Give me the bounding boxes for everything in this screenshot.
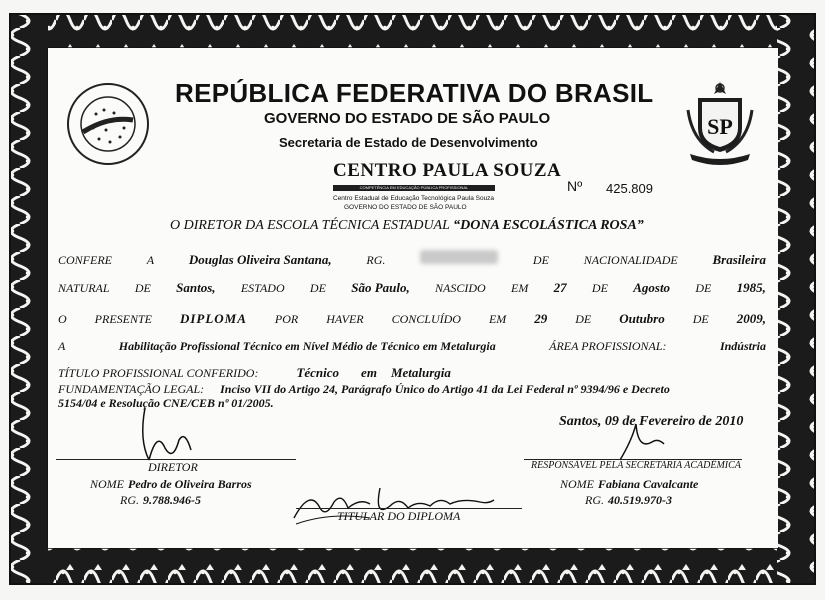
legal-basis-line2: 5154/04 e Resolução CNE/CEB nº 01/2005. — [58, 396, 274, 410]
director-rg-row — [120, 491, 201, 509]
label-o: O — [58, 312, 67, 326]
nationality: Brasileira — [712, 252, 766, 267]
label-em: EM — [511, 281, 529, 295]
redacted-rg — [420, 250, 498, 264]
label-de: DE — [695, 281, 712, 295]
label-fundamentacao: FUNDAMENTAÇÃO LEGAL: — [58, 382, 205, 396]
row-presente — [58, 311, 766, 327]
label-de: DE — [532, 253, 549, 267]
completion-day: 29 — [534, 311, 548, 326]
legal-basis-line1: Inciso VII do Artigo 24, Parágrafo Único do Artigo 41 da Lei Federal nº 9394/96 e Decreto — [220, 382, 670, 396]
label-em: EM — [488, 312, 507, 326]
label-confere: CONFERE — [58, 253, 112, 267]
holder-role: TITULAR DO DIPLOMA — [337, 509, 461, 523]
label-a: A — [58, 339, 66, 353]
director-rg: 9.788.946-5 — [143, 493, 201, 507]
place-and-date: Santos, 09 de Fevereiro de 2010 — [559, 414, 744, 429]
secretary-rg-row — [585, 491, 672, 509]
secretary-rg-label: RG. — [585, 493, 604, 507]
label-de: DE — [692, 312, 709, 326]
label-natural: NATURAL — [58, 281, 110, 295]
row-natural — [58, 280, 766, 296]
title-word-3: Metalurgia — [390, 365, 451, 380]
label-a: A — [146, 253, 155, 267]
secretariat-heading: Secretaria de Estado de Desenvolvimento — [279, 135, 538, 150]
label-rg: RG. — [366, 253, 386, 267]
label-de: DE — [134, 281, 151, 295]
director-rg-label: RG. — [120, 493, 139, 507]
director-name-label: NOME — [90, 477, 124, 491]
birth-day: 27 — [553, 280, 567, 295]
director-statement — [170, 218, 644, 234]
label-titulo: TÍTULO PROFISSIONAL CONFERIDO: — [58, 366, 259, 380]
label-de: DE — [591, 281, 608, 295]
brazil-seal-icon — [66, 82, 150, 166]
sao-paulo-coat-of-arms-icon — [684, 80, 756, 166]
institution-line2: GOVERNO DO ESTADO DE SÃO PAULO — [344, 204, 467, 211]
institution-logo: CENTRO PAULA SOUZA — [333, 160, 562, 181]
secretary-name: Fabiana Cavalcante — [598, 477, 699, 491]
completion-year: 2009, — [736, 311, 766, 326]
diploma-number: 425.809 — [606, 181, 653, 196]
course-name: Habilitação Profissional Técnico em Nível Médio de Técnico em Metalurgia — [118, 339, 496, 353]
director-name: Pedro de Oliveira Barros — [128, 477, 252, 491]
birth-year: 1985, — [736, 280, 766, 295]
secretary-name-label: NOME — [560, 477, 594, 491]
label-de: DE — [309, 281, 326, 295]
government-heading: GOVERNO DO ESTADO DE SÃO PAULO — [264, 110, 551, 127]
label-de: DE — [575, 312, 592, 326]
school-name: “DONA ESCOLÁSTICA ROSA” — [453, 218, 644, 233]
label-por: POR — [274, 312, 299, 326]
label-concluido: CONCLUÍDO — [391, 312, 461, 326]
document-type: DIPLOMA — [179, 311, 247, 326]
label-nationality: NACIONALIDADE — [583, 253, 678, 267]
label-nascido: NASCIDO — [435, 281, 486, 295]
label-area: ÁREA PROFISSIONAL: — [549, 339, 667, 353]
row-confere — [58, 250, 766, 268]
svg-text:SP: SP — [707, 114, 733, 139]
birth-state: São Paulo, — [351, 280, 410, 295]
institution-line1: Centro Estadual de Educação Tecnológica Paula Souza — [333, 195, 495, 202]
secretary-role: RESPONSÁVEL PELA SECRETARIA ACADÊMICA — [531, 460, 741, 471]
holder-name: Douglas Oliveira Santana, — [188, 252, 332, 267]
number-label: Nº — [567, 178, 583, 194]
birth-month: Agosto — [633, 280, 671, 295]
birth-city: Santos, — [176, 280, 216, 295]
page-title: REPÚBLICA FEDERATIVA DO BRASIL — [175, 78, 654, 108]
title-word-1: Técnico — [296, 365, 340, 380]
secretary-rg: 40.519.970-3 — [608, 493, 672, 507]
institution-tagline: COMPETÊNCIA EM EDUCAÇÃO PÚBLICA PROFISSIONAL — [333, 185, 495, 191]
professional-area: Indústria — [719, 339, 766, 353]
label-haver: HAVER — [326, 312, 364, 326]
completion-month: Outubro — [619, 311, 665, 326]
director-role: DIRETOR — [148, 460, 198, 474]
label-presente: PRESENTE — [94, 312, 152, 326]
director-statement-prefix: O DIRETOR DA ESCOLA TÉCNICA ESTADUAL — [170, 218, 450, 233]
label-estado: ESTADO — [240, 281, 285, 295]
title-word-2: em — [361, 365, 377, 380]
row-habilitacao — [58, 339, 766, 354]
